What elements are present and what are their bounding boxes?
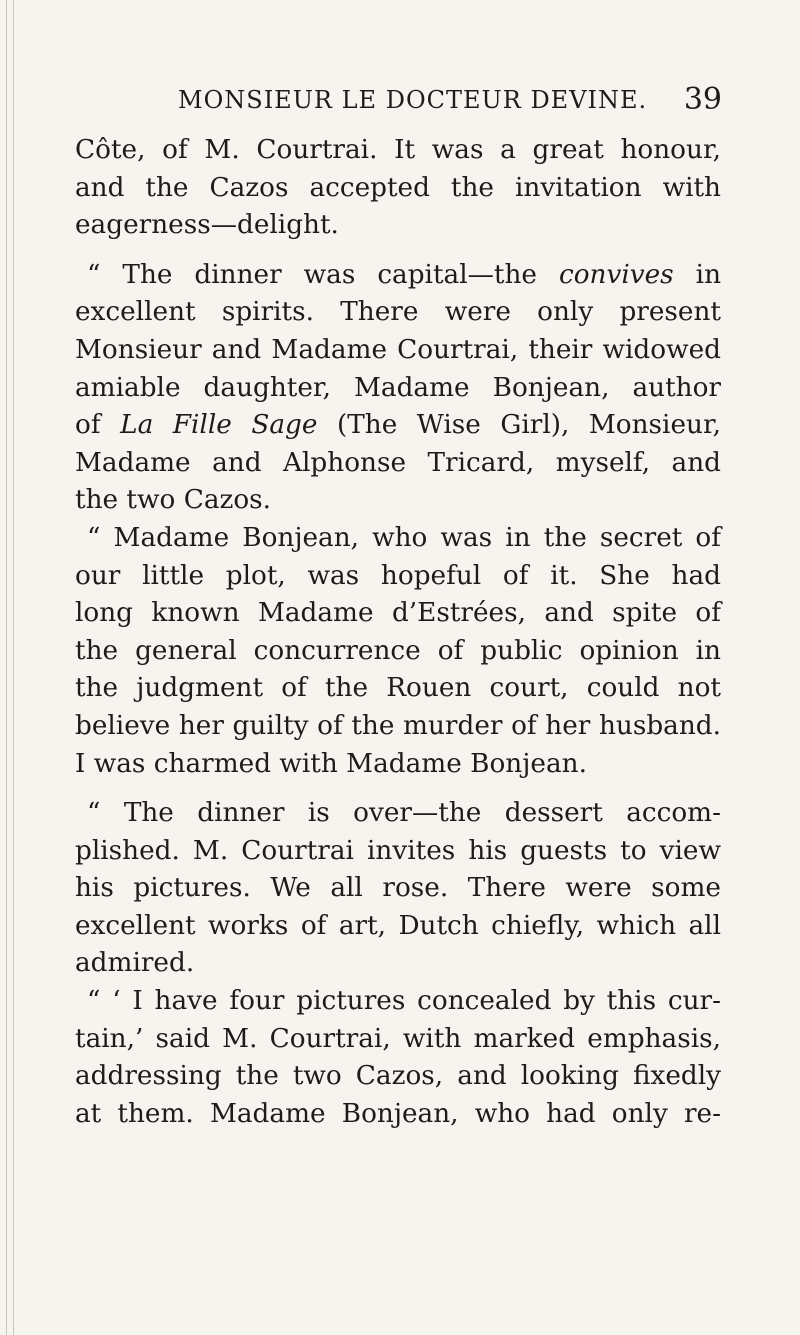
text-line: admired.	[75, 948, 195, 979]
text-line: of La Fille Sage (The Wise Girl), Monsieur,	[75, 410, 722, 441]
text-line: excellent works of art, Dutch chiefly, which all	[75, 910, 721, 941]
text-line: “ Madame Bonjean, who was in the secret of	[87, 522, 721, 553]
page-edge-line	[6, 0, 7, 1335]
italic-term: convives	[558, 259, 674, 290]
text-line: amiable daughter, Madame Bonjean, author	[75, 372, 721, 403]
text-line: believe her guilty of the murder of her husband.	[75, 710, 721, 741]
page-header	[178, 82, 722, 117]
text-line: at them. Madame Bonjean, who had only re-	[75, 1098, 721, 1129]
text-line: Côte, of M. Courtrai. It was a great honour,	[75, 135, 721, 165]
text-line: the two Cazos.	[75, 485, 272, 516]
text-line: addressing the two Cazos, and looking fixedly	[75, 1061, 721, 1092]
text-line: tain,’ said M. Courtrai, with marked emphasis,	[75, 1023, 721, 1054]
text-line: “ The dinner is over—the dessert accom-	[87, 798, 721, 829]
body-text	[75, 132, 721, 1133]
text-line: long known Madame d’Estrées, and spite of	[75, 598, 721, 629]
text-line: “ ‘ I have four pictures concealed by this cur-	[87, 986, 721, 1017]
book-title: La Fille Sage	[120, 410, 318, 441]
text-line: Monsieur and Madame Courtrai, their widowed	[75, 334, 721, 365]
page-number: 39	[683, 82, 722, 117]
page-edge-line	[13, 0, 14, 1335]
text-line: the judgment of the Rouen court, could not	[75, 673, 721, 704]
running-title: MONSIEUR LE DOCTEUR DEVINE.	[178, 86, 648, 114]
text-line: eagerness—delight.	[75, 210, 339, 241]
text-line: plished. M. Courtrai invites his guests to view	[75, 835, 721, 866]
text-line: our little plot, was hopeful of it. She had	[75, 560, 721, 591]
text-line: his pictures. We all rose. There were some	[75, 873, 721, 904]
text-line: Madame and Alphonse Tricard, myself, and	[75, 447, 721, 478]
text-line: excellent spirits. There were only present	[75, 297, 721, 328]
text-line: I was charmed with Madame Bonjean.	[75, 748, 587, 779]
text-line: and the Cazos accepted the invitation with	[75, 172, 721, 203]
text-line: “ The dinner was capital—the convives in	[87, 259, 722, 290]
text-line: the general concurrence of public opinion in	[75, 635, 721, 666]
